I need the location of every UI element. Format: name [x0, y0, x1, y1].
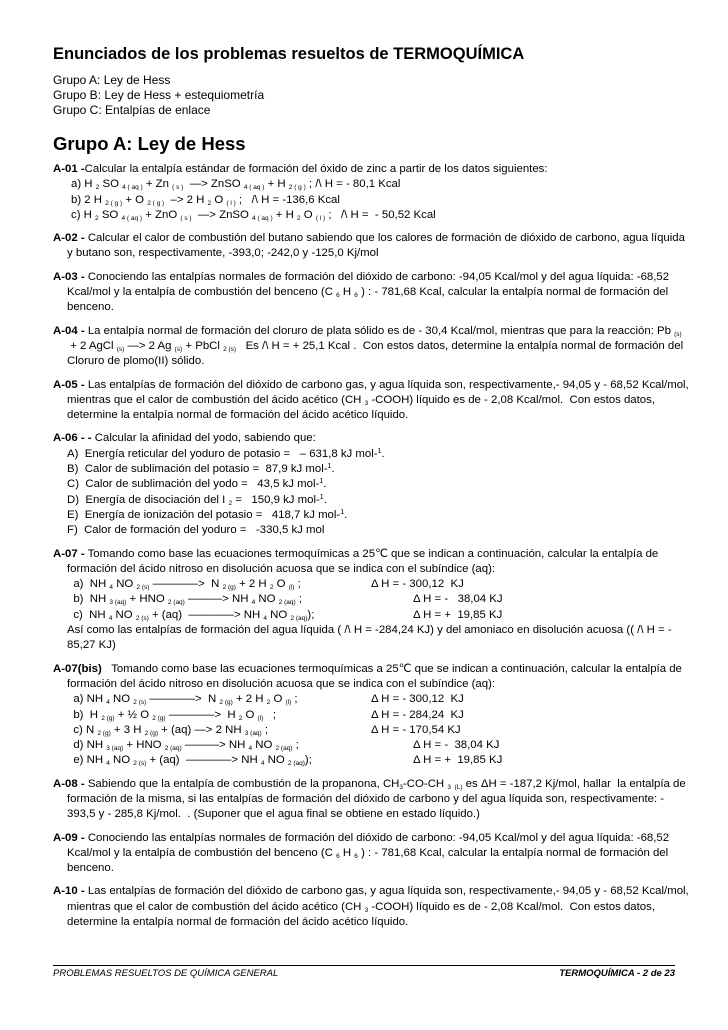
problem-a09: A-09 - Conociendo las entalpías normales de formación del dióxido de carbono: -94,05 Kcal/mol y del agua líquida: -68,52 Kcal/mol y la entalpía de combustión del benceno (C $_6$ H $_6$ ) : - 781,68 Kcal, calcular la entalpía normal de formación del benceno. — [53, 831, 670, 875]
problem-a04: A-04 - La entalpía normal de formación del cloruro de plata sólido es de - 30,4 Kcal/mol, mientras que para la reacción: Pb $_{(s)}$ + 2 AgCl $_{(s)}$ —> 2 Ag $_{(s)}$ + PbCl $_{2 (s)}$ Es /\ H = + 25,1 Kcal . Con estos datos, determine la entalpía normal de formación del Cloruro de plomo(II) sólido. — [53, 324, 684, 368]
problem-a01: A-01 -Calcular la entalpía estándar de formación del óxido de zinc a partir de los datos siguientes: a) H $_2$ SO $_{4 ( aq )}$ + Zn $_{( s )}$ —> ZnSO $_{4 ( aq )}$ + H $_{2 ( g )}$ ; /\ H = - 80,1 Kcal b) 2 H $_{2 ( g )}$ + O $_{2 ( g )}$ –> 2 H $_2$ O $_{( l )}$ ; /\ H = -136,6 Kcal c) H $_2$ SO $_{4 ( aq )}$ + ZnO $_{( s )}$ —> ZnSO $_{4 ( aq )}$ + H $_2$ O $_{( l )}$ ; /\ H = - 50,52 Kcal — [53, 163, 548, 222]
problem-a05: A-05 - Las entalpías de formación del dióxido de carbono gas, y agua líquida son, respectivamente,- 94,05 y - 68,52 Kcal/mol, mientras que el calor de combustión del ácido acético (CH $_3$ -COOH) líquido es de - 2,08 Kcal/mol. Con estos datos, determine la entalpía normal de formación del ácido acético líquido. — [53, 378, 689, 422]
problem-a03: A-03 - Conociendo las entalpías normales de formación del dióxido de carbono: -94,05 Kcal/mol y del agua líquida: -68,52 Kcal/mol y la entalpía de combustión del benceno (C $_6$ H $_6$ ) : - 781,68 Kcal, calcular la entalpía normal de formación del benceno. — [53, 270, 670, 314]
group-a-line: Grupo A: Ley de Hess — [53, 73, 171, 87]
group-c-line: Grupo C: Entalpías de enlace — [53, 103, 211, 117]
document-page — [53, 44, 693, 938]
problem-a02: A-02 - Calcular el calor de combustión del butano sabiendo que los calores de formación de dióxido de carbono, agua líquida y butano son, respectivamente, -393,0; -242,0 y -125,0 Kj/mol — [53, 232, 685, 260]
problem-a06: A-06 - - Calcular la afinidad del yodo, sabiendo que: A) Energía reticular del yoduro de potasio = – 631,8 kJ mol-$^1$. B) Calor de sublimación del potasio = 87,9 kJ mol-$^1$. C) Calor de sublimación del yodo = 43,5 kJ mol-$^1$. D) Energía de disociación del I $_2$ = 150,9 kJ mol-$^1$. E) Energía de ionización del potasio = 418,7 kJ mol-$^1$. F) Calor de formación del yoduro = -330,5 kJ mol — [53, 432, 385, 537]
footer-left: PROBLEMAS RESUELTOS DE QUÍMICA GENERAL — [53, 968, 279, 979]
group-b-line: Grupo B: Ley de Hess + estequiometría — [53, 88, 265, 102]
problem-a10: A-10 - Las entalpías de formación del dióxido de carbono gas, y agua líquida son, respectivamente,- 94,05 y - 68,52 Kcal/mol, mientras que el calor de combustión del ácido acético (CH $_3$ -COOH) líquido es de - 2,08 Kcal/mol. Con estos datos, determine la entalpía normal de formación del ácido acético líquido. — [53, 885, 689, 929]
page-title: Enunciados de los problemas resueltos de TERMOQUÍMICA — [53, 45, 525, 63]
problem-a07: A-07 - Tomando como base las ecuaciones termoquímicas a 25℃ que se indican a continuación, calcular la entalpía de formación del ácido nitroso en disolución acuosa que se indica con el subíndice (aq): a) NH $_4$ NO $_{2 (s)}$ ————> N $_{2 (g)}$ + 2 H $_2$ O $_{(l)}$ ; Δ H = - 300,12 KJ b) NH $_{3 (aq)}$ + HNO $_{2 (aq)}$ ———> NH $_4$ NO $_{2 (aq)}$ ; Δ H = - 38,04 KJ c) NH $_4$ NO $_{2 (s)}$ + (aq) ————> NH $_4$ NO $_{2 (aq)}$); Δ H = + 19,85 KJ Así como las entalpías de formación del agua líquida ( /\ H = -284,24 KJ) y del amoniaco en disolución acuosa (( /\ H = - 85,27 KJ) — [53, 547, 672, 652]
footer-page-number: TERMOQUÍMICA - 2 de 23 — [559, 968, 675, 979]
problem-a08: A-08 - Sabiendo que la entalpía de combustión de la propanona, $CH_3-CO-CH$ $_{3 (L)}$ es ΔH = -187,2 Kj/mol, hallar la entalpía de formación de la misma, si las entalpías de formación del dióxido de carbono y del agua líquida son, respectivamente: - 393,5 y - 285,8 Kj/mol. . (Suponer que el agua final se obtiene en estado líquido.) — [53, 777, 686, 821]
problem-a07bis: A-07(bis) Tomando como base las ecuaciones termoquímicas a 25℃ que se indican a continuación, calcular la entalpía de formación del ácido nitroso en disolución acuosa que se indica con el subíndice (aq): a) NH $_4$ NO $_{2 (s)}$ ————> N $_{2 (g)}$ + 2 H $_2$ O $_{(l)}$ ; Δ H = - 300,12 KJ b) H $_{2 (g)}$ + ½ O $_{2 (g)}$ ————> H $_2$ O $_{(l)}$ ; Δ H = - 284,24 KJ c) N $_{2 (g)}$ + 3 H $_{2 (g)}$ + (aq) —> 2 NH $_{3 (aq)}$ ; Δ H = - 170,54 KJ d) NH $_{3 (aq)}$ + HNO $_{2 (aq)}$ ———> NH $_4$ NO $_{2 (aq)}$ ; Δ H = - 38,04 KJ e) NH $_4$ NO $_{2 (s)}$ + (aq) ————> NH $_4$ NO $_{2 (aq)}$); Δ H = + 19,85 KJ — [53, 662, 682, 768]
page-footer — [53, 965, 675, 979]
section-title: Grupo A: Ley de Hess — [53, 133, 246, 154]
